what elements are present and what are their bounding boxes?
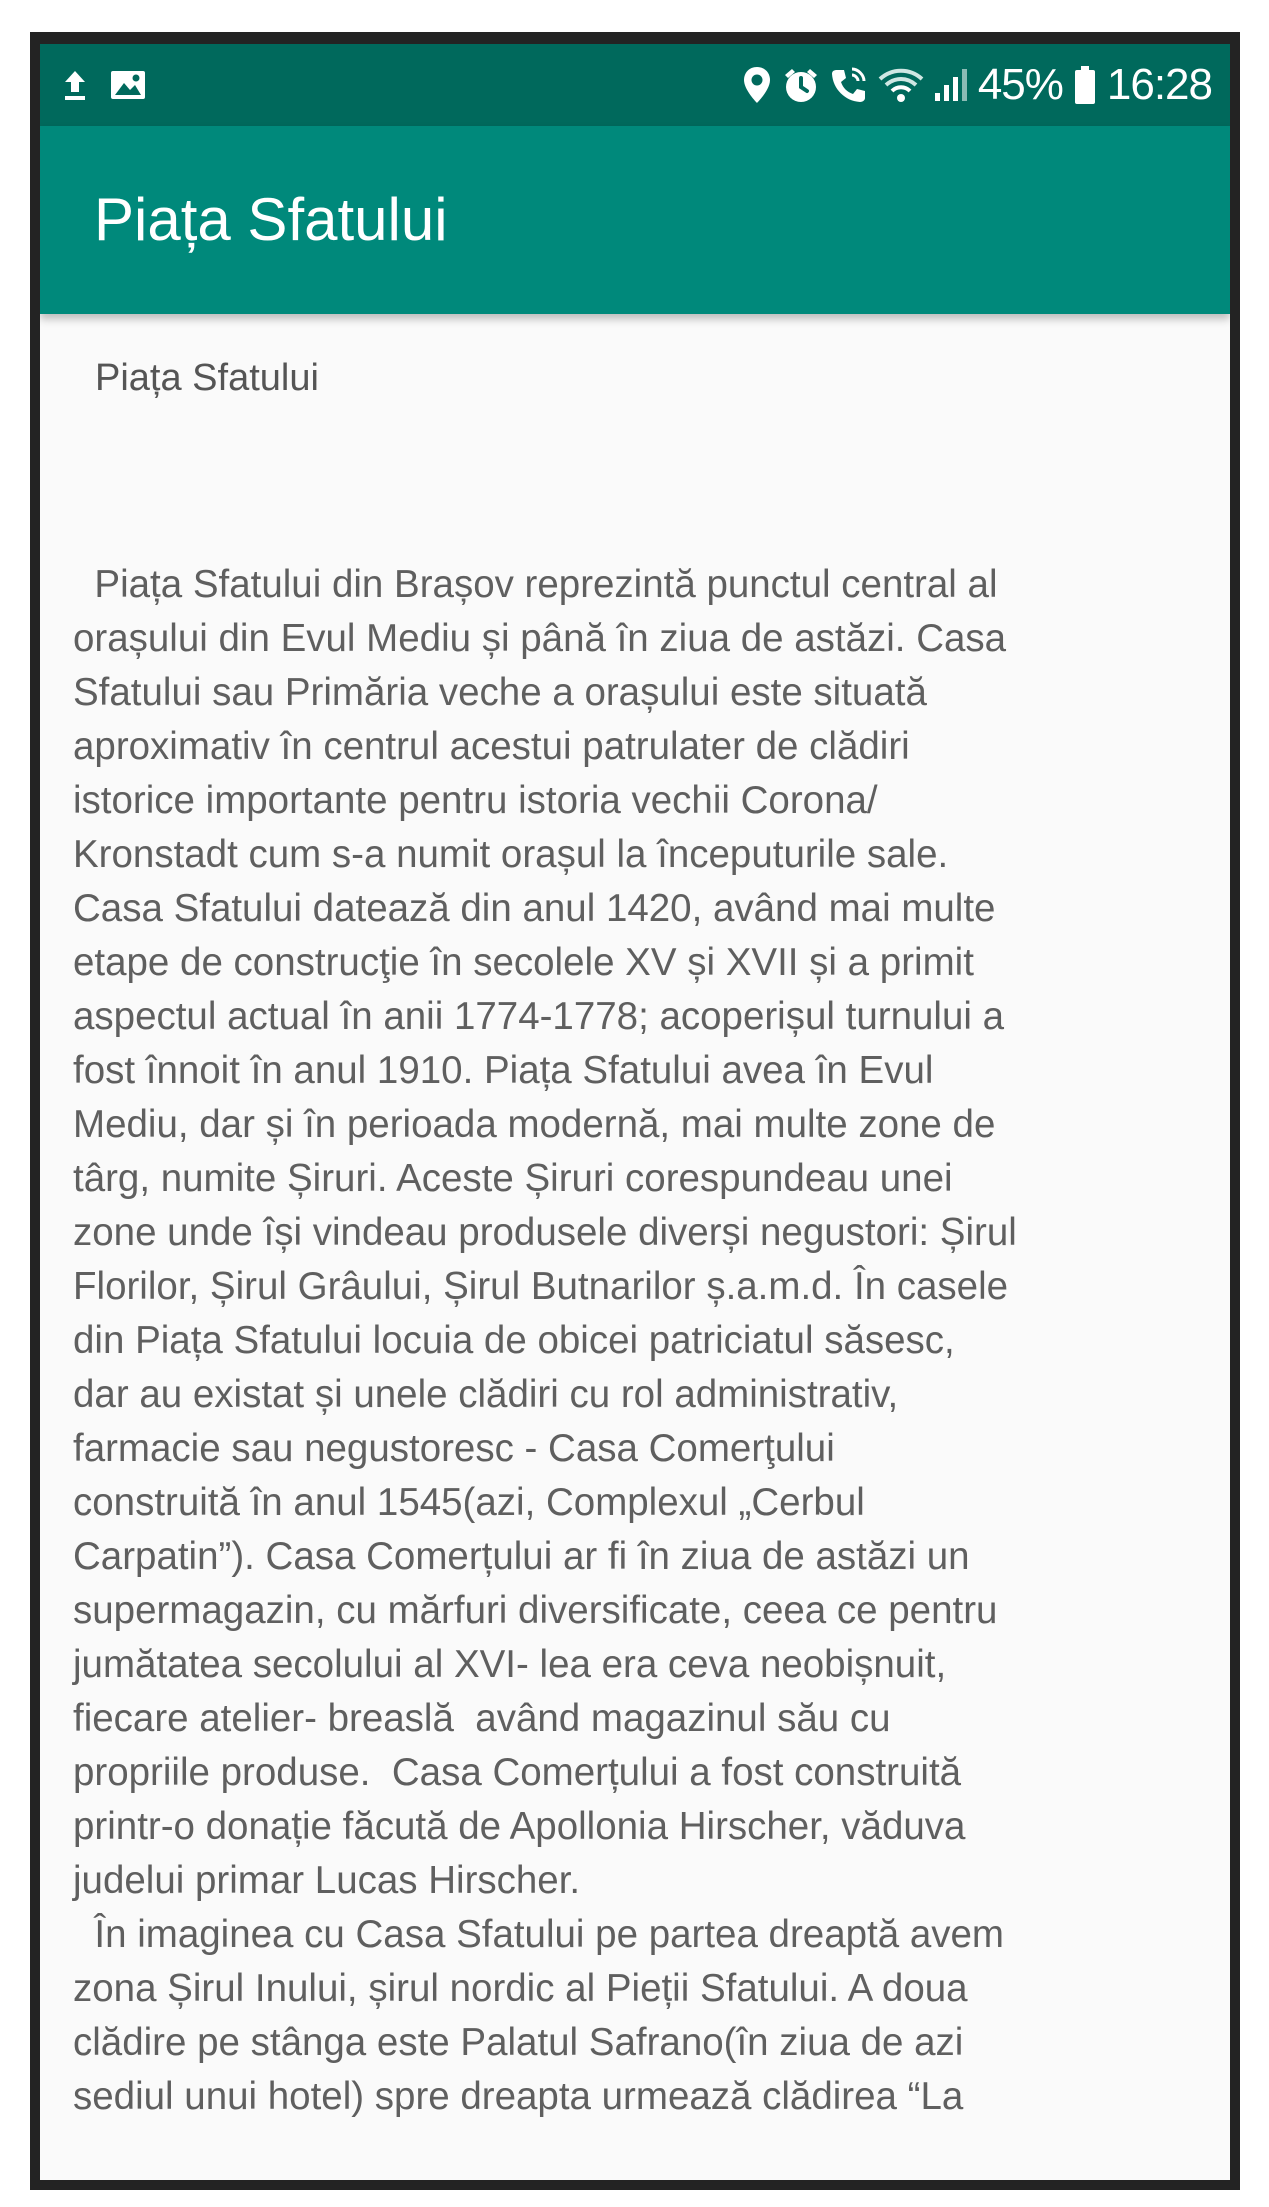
- status-left-icons: [62, 62, 146, 108]
- description-line: supermagazin, cu mărfuri diversificate, ceea ce pentru: [73, 1589, 998, 1632]
- description-line: aspectul actual în anii 1774-1778; acoperișul turnului a: [73, 995, 1005, 1038]
- description-line: zona Șirul Inului, șirul nordic al Pieții Sfatului. A doua: [73, 1967, 968, 2010]
- phone-screen: [40, 44, 1230, 2180]
- description-text: [73, 558, 1213, 2124]
- upload-icon: [62, 68, 88, 102]
- description-line: Carpatin”). Casa Comerțului ar fi în ziua de astăzi un: [73, 1535, 970, 1578]
- location-icon: [742, 65, 772, 105]
- description-line: fost înnoit în anul 1910. Piața Sfatului avea în Evul: [73, 1049, 934, 1092]
- description-line: etape de construcţie în secolele XV și XVII și a primit: [73, 941, 974, 984]
- status-bar: [40, 44, 1230, 126]
- description-line: dar au existat și unele clădiri cu rol administrativ,: [73, 1373, 899, 1416]
- app-bar-title: Piața Sfatului: [94, 186, 448, 253]
- description-line: Florilor, Șirul Grâului, Șirul Butnarilor ș.a.m.d. În casele: [73, 1265, 1009, 1308]
- description-line: târg, numite Șiruri. Aceste Șiruri corespundeau unei: [73, 1157, 953, 1200]
- clock-time: 16:28: [1106, 60, 1212, 109]
- wifi-call-icon: [830, 66, 868, 104]
- description-line: sediul unui hotel) spre dreapta urmează clădirea “La: [73, 2075, 964, 2118]
- description-line: aproximativ în centrul acestui patrulater de clădiri: [73, 725, 910, 768]
- battery-icon: [1073, 65, 1097, 105]
- description-line: zone unde își vindeau produsele diverși negustori: Șirul: [73, 1211, 1017, 1254]
- description-line: judelui primar Lucas Hirscher.: [73, 1859, 581, 1902]
- battery-percent: 45%: [977, 60, 1063, 109]
- app-bar: [40, 126, 1230, 314]
- description-line: farmacie sau negustoresc - Casa Comerţului: [73, 1427, 835, 1470]
- wifi-icon: [878, 67, 924, 103]
- description-line: orașului din Evul Mediu și până în ziua de astăzi. Casa: [73, 617, 1007, 660]
- status-right-icons: [742, 58, 1212, 112]
- description-line: clădire pe stânga este Palatul Safrano(în ziua de azi: [73, 2021, 964, 2064]
- description-line: În imaginea cu Casa Sfatului pe partea dreaptă avem: [73, 1913, 1004, 1956]
- description-line: fiecare atelier- breaslă având magazinul său cu: [73, 1697, 891, 1740]
- description-line: printr-o donație făcută de Apollonia Hirscher, văduva: [73, 1805, 966, 1848]
- description-line: istorice importante pentru istoria vechii Corona/: [73, 779, 878, 822]
- image-icon: [110, 69, 146, 101]
- description-line: jumătatea secolului al XVI- lea era ceva neobișnuit,: [73, 1643, 947, 1686]
- description-line: Kronstadt cum s-a numit orașul la începuturile sale.: [73, 833, 949, 876]
- description-line: propriile produse. Casa Comerțului a fost construită: [73, 1751, 962, 1794]
- content-area[interactable]: [40, 314, 1230, 2180]
- place-name-label: Piața Sfatului: [95, 357, 319, 399]
- description-line: din Piața Sfatului locuia de obicei patriciatul săsesc,: [73, 1319, 955, 1362]
- description-line: Casa Sfatului datează din anul 1420, având mai multe: [73, 887, 996, 930]
- description-line: construită în anul 1545(azi, Complexul „Cerbul: [73, 1481, 865, 1524]
- description-line: Piața Sfatului din Brașov reprezintă punctul central al: [73, 563, 998, 606]
- description-line: Sfatului sau Primăria veche a orașului este situată: [73, 671, 927, 714]
- alarm-icon: [782, 66, 820, 104]
- signal-icon: [934, 67, 968, 103]
- description-line: Mediu, dar și în perioada modernă, mai multe zone de: [73, 1103, 996, 1146]
